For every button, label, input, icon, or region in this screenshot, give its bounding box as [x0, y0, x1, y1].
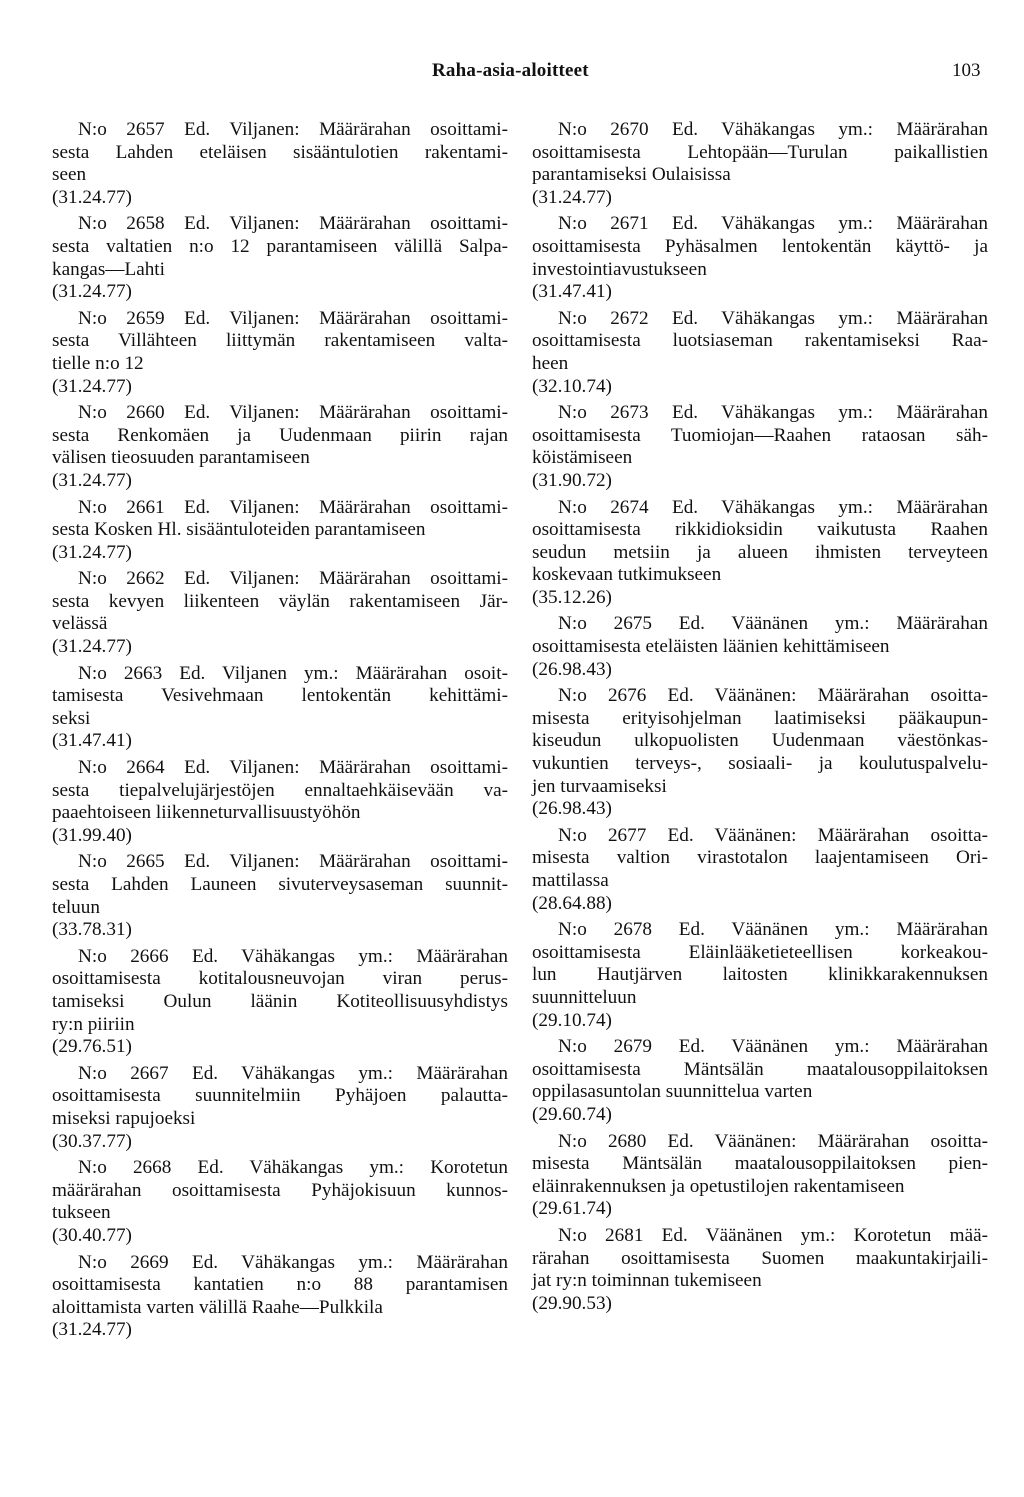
entry-text-line: N:o 2665 Ed. Viljanen: Määrärahan osoittami-	[78, 851, 508, 873]
entry-text-line: N:o 2674 Ed. Vähäkangas ym.: Määrärahan	[558, 496, 988, 518]
entry-text-line: N:o 2675 Ed. Väänänen ym.: Määrärahan	[558, 613, 988, 635]
entry-text-line: N:o 2662 Ed. Viljanen: Määrärahan osoittami-	[78, 568, 508, 590]
motion-entry	[532, 613, 988, 681]
entry-text-line: seen	[52, 164, 87, 186]
entry-text-line: N:o 2664 Ed. Viljanen: Määrärahan osoittami-	[78, 757, 508, 779]
entry-text-line: tamisesta Vesivehmaan lentokentän kehittämi-	[52, 685, 508, 707]
entry-text-line: sesta Villähteen liittymän rakentamiseen valta-	[52, 330, 508, 352]
entry-text-line: N:o 2671 Ed. Vähäkangas ym.: Määrärahan	[558, 213, 988, 235]
entry-text-line: N:o 2672 Ed. Vähäkangas ym.: Määrärahan	[558, 307, 988, 329]
entry-text-line: sesta Renkomäen ja Uudenmaan piirin rajan	[52, 424, 508, 446]
motion-entry	[52, 568, 508, 658]
motion-entry	[532, 213, 988, 303]
entry-date: (31.90.72)	[532, 469, 612, 491]
motion-entry	[52, 497, 508, 565]
entry-text-line: N:o 2681 Ed. Väänänen ym.: Korotetun mää-	[558, 1224, 988, 1246]
motion-entry	[52, 946, 508, 1059]
entry-text-line: N:o 2678 Ed. Väänänen ym.: Määrärahan	[558, 919, 988, 941]
motion-entry	[52, 851, 508, 941]
entry-text-line: osoittamisesta rikkidioksidin vaikutusta Raahen	[532, 519, 988, 541]
motion-entry	[532, 685, 988, 821]
entry-text-line: N:o 2669 Ed. Vähäkangas ym.: Määrärahan	[78, 1251, 508, 1273]
entry-text-line: sesta tiepalvelujärjestöjen ennaltaehkäisevään va-	[52, 779, 508, 801]
entry-text-line: osoittamisesta eteläisten läänien kehittämiseen	[532, 636, 890, 658]
motion-entry	[532, 308, 988, 398]
entry-text-line: N:o 2661 Ed. Viljanen: Määrärahan osoittami-	[78, 496, 508, 518]
entry-text-line: N:o 2667 Ed. Vähäkangas ym.: Määrärahan	[78, 1062, 508, 1084]
motion-entry	[532, 919, 988, 1032]
motion-entry	[52, 757, 508, 847]
entry-text-line: N:o 2676 Ed. Väänänen: Määrärahan osoitta-	[558, 685, 988, 707]
entry-text-line: misesta Mäntsälän maatalousoppilaitoksen pien-	[532, 1153, 988, 1175]
entry-text-line: misesta valtion virastotalon laajentamiseen Ori-	[532, 847, 988, 869]
entry-text-line: eläinrakennuksen ja opetustilojen rakentamiseen	[532, 1175, 905, 1197]
entry-text-line: välisen tieosuuden parantamiseen	[52, 447, 310, 469]
motion-entry	[532, 497, 988, 610]
entry-text-line: osoittamisesta kotitalousneuvojan viran perus-	[52, 968, 508, 990]
entry-date: (31.99.40)	[52, 824, 132, 846]
entry-date: (29.90.53)	[532, 1292, 612, 1314]
entry-text-line: rärahan osoittamisesta Suomen maakuntakirjaili-	[532, 1247, 988, 1269]
entry-date: (31.24.77)	[52, 469, 132, 491]
entry-date: (33.78.31)	[52, 919, 132, 941]
entry-text-line: osoittamisesta Tuomiojan—Raahen rataosan säh-	[532, 424, 988, 446]
entry-date: (31.24.77)	[532, 186, 612, 208]
entry-text-line: sesta Lahden eteläisen sisääntulotien rakentami-	[52, 141, 508, 163]
entry-text-line: tamiseksi Oulun läänin Kotiteollisuusyhdistys	[52, 990, 508, 1012]
entry-text-line: N:o 2673 Ed. Vähäkangas ym.: Määrärahan	[558, 402, 988, 424]
entry-text-line: misesta erityisohjelman laatimiseksi pääkaupun-	[532, 707, 988, 729]
entry-text-line: aloittamista varten välillä Raahe—Pulkkila	[52, 1296, 383, 1318]
motion-entry	[532, 402, 988, 492]
entry-date: (30.37.77)	[52, 1130, 132, 1152]
motion-entry	[532, 1225, 988, 1315]
motion-entry	[532, 119, 988, 209]
entry-text-line: kiseudun ulkopuolisten Uudenmaan väestönkas-	[532, 730, 988, 752]
entry-text-line: N:o 2659 Ed. Viljanen: Määrärahan osoittami-	[78, 307, 508, 329]
entry-text-line: investointiavustukseen	[532, 258, 707, 280]
entry-date: (28.64.88)	[532, 892, 612, 914]
entry-date: (31.47.41)	[532, 281, 612, 303]
entry-text-line: köistämiseen	[532, 447, 633, 469]
running-title: Raha-asia-aloitteet	[432, 60, 589, 81]
entry-date: (31.24.77)	[52, 541, 132, 563]
entry-date: (29.60.74)	[532, 1103, 612, 1125]
entry-text-line: N:o 2668 Ed. Vähäkangas ym.: Korotetun	[78, 1157, 508, 1179]
motion-entry	[52, 1252, 508, 1342]
entry-text-line: tielle n:o 12	[52, 352, 144, 374]
right-column	[532, 119, 988, 1319]
entry-text-line: oppilasasuntolan suunnittelua varten	[532, 1081, 813, 1103]
motion-entry	[52, 308, 508, 398]
motion-entry	[52, 1063, 508, 1153]
entry-text-line: osoittamisesta Lehtopään—Turulan paikallistien	[532, 141, 988, 163]
entry-text-line: tukseen	[52, 1202, 111, 1224]
entry-text-line: parantamiseksi Oulaisissa	[532, 164, 731, 186]
entry-text-line: vukuntien terveys-, sosiaali- ja koulutuspalvelu-	[532, 753, 988, 775]
entry-text-line: miseksi rapujoeksi	[52, 1107, 196, 1129]
entry-date: (29.10.74)	[532, 1009, 612, 1031]
entry-text-line: N:o 2670 Ed. Vähäkangas ym.: Määrärahan	[558, 119, 988, 140]
entry-date: (31.24.77)	[52, 636, 132, 658]
entry-date: (32.10.74)	[532, 375, 612, 397]
entry-date: (31.24.77)	[52, 281, 132, 303]
entry-text-line: N:o 2679 Ed. Väänänen ym.: Määrärahan	[558, 1036, 988, 1058]
entry-text-line: osoittamisesta Pyhäsalmen lentokentän käyttö- ja	[532, 235, 988, 257]
entry-text-line: määrärahan osoittamisesta Pyhäjokisuun kunnos-	[52, 1179, 508, 1201]
entry-text-line: suunnitteluun	[532, 986, 637, 1008]
entry-text-line: N:o 2660 Ed. Viljanen: Määrärahan osoittami-	[78, 402, 508, 424]
entry-text-line: osoittamisesta kantatien n:o 88 parantamisen	[52, 1274, 508, 1296]
entry-date: (31.24.77)	[52, 375, 132, 397]
entry-text-line: heen	[532, 352, 569, 374]
entry-text-line: osoittamisesta luotsiaseman rakentamiseksi Raa-	[532, 330, 988, 352]
motion-entry	[52, 663, 508, 753]
page-header	[0, 60, 1024, 90]
entry-text-line: teluun	[52, 896, 100, 918]
entry-text-line: jen turvaamiseksi	[532, 775, 667, 797]
motion-entry	[532, 825, 988, 915]
entry-text-line: sesta Kosken Hl. sisääntuloteiden parantamiseen	[52, 519, 426, 541]
entry-text-line: N:o 2658 Ed. Viljanen: Määrärahan osoittami-	[78, 213, 508, 235]
entry-text-line: kangas—Lahti	[52, 258, 165, 280]
entry-text-line: paaehtoiseen liikenneturvallisuustyöhön	[52, 802, 361, 824]
entry-text-line: N:o 2657 Ed. Viljanen: Määrärahan osoittami-	[78, 119, 508, 140]
entry-text-line: N:o 2666 Ed. Vähäkangas ym.: Määrärahan	[78, 945, 508, 967]
entry-date: (29.76.51)	[52, 1036, 132, 1058]
entry-text-line: seksi	[52, 707, 91, 729]
entry-text-line: osoittamisesta Eläinlääketieteellisen korkeakou-	[532, 941, 988, 963]
entry-text-line: sesta Lahden Launeen sivuterveysaseman suunnit-	[52, 874, 508, 895]
entry-text-line: sesta valtatien n:o 12 parantamiseen välillä Salpa-	[52, 235, 508, 257]
entry-date: (31.24.77)	[52, 186, 132, 208]
entry-date: (31.24.77)	[52, 1319, 132, 1341]
entry-date: (26.98.43)	[532, 798, 612, 820]
motion-entry	[52, 402, 508, 492]
entry-text-line: N:o 2677 Ed. Väänänen: Määrärahan osoitta-	[558, 824, 988, 846]
entry-text-line: sesta kevyen liikenteen väylän rakentamiseen Jär-	[52, 590, 508, 612]
left-column	[52, 119, 508, 1346]
entry-date: (29.61.74)	[532, 1198, 612, 1220]
entry-text-line: velässä	[52, 613, 108, 635]
motion-entry	[52, 119, 508, 209]
entry-text-line: N:o 2663 Ed. Viljanen ym.: Määrärahan osoit-	[78, 662, 508, 684]
entry-text-line: jat ry:n toiminnan tukemiseen	[532, 1270, 762, 1292]
entry-text-line: koskevaan tutkimukseen	[532, 564, 722, 586]
entry-date: (31.47.41)	[52, 730, 132, 752]
entry-text-line: mattilassa	[532, 870, 609, 891]
entry-text-line: seudun metsiin ja alueen ihmisten terveyteen	[532, 541, 988, 563]
entry-text-line: N:o 2680 Ed. Väänänen: Määrärahan osoitta-	[558, 1130, 988, 1152]
motion-entry	[532, 1036, 988, 1126]
entry-text-line: lun Hautjärven laitosten klinikkarakennuksen	[532, 964, 988, 986]
entry-text-line: osoittamisesta suunnitelmiin Pyhäjoen palautta-	[52, 1085, 508, 1107]
entry-text-line: ry:n piiriin	[52, 1013, 135, 1035]
entry-date: (30.40.77)	[52, 1224, 132, 1246]
motion-entry	[532, 1131, 988, 1221]
motion-entry	[52, 1157, 508, 1247]
entry-date: (26.98.43)	[532, 658, 612, 680]
motion-entry	[52, 213, 508, 303]
entry-text-line: osoittamisesta Mäntsälän maatalousoppilaitoksen	[532, 1058, 988, 1080]
entry-date: (35.12.26)	[532, 586, 612, 608]
page-number: 103	[952, 60, 981, 81]
